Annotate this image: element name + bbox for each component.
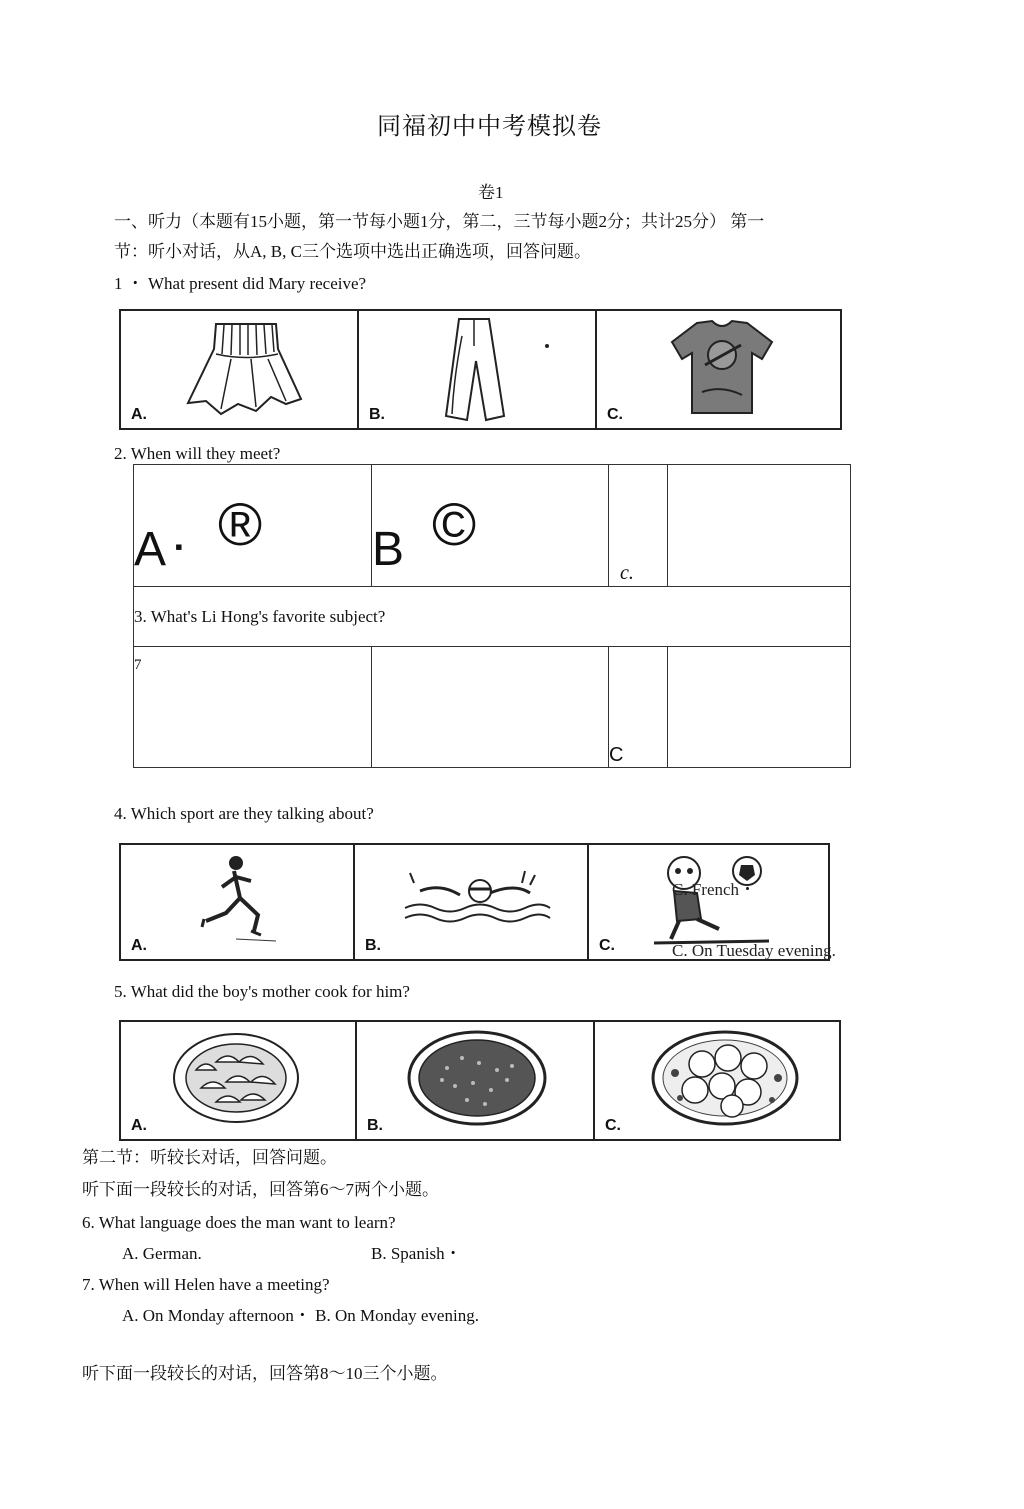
q6-question: 6. What language does the man want to learn?: [82, 1213, 396, 1232]
q5-question: 5. What did the boy's mother cook for him?: [114, 982, 410, 1001]
registered-icon: ®: [218, 491, 263, 558]
page-title: 同福初中中考模拟卷: [377, 114, 602, 140]
q1-label-a: A.: [131, 406, 147, 423]
q5-option-c[interactable]: [595, 1022, 841, 1139]
q2-question: 2. When will they meet?: [114, 444, 281, 463]
running-icon: [196, 853, 286, 948]
q1-option-b[interactable]: [359, 311, 597, 428]
q1-option-a[interactable]: [121, 311, 359, 428]
q6-option-a[interactable]: A. German.: [122, 1244, 202, 1263]
q5-option-b[interactable]: [357, 1022, 595, 1139]
section2-heading: 第二节：听较长对话，回答问题。: [82, 1148, 337, 1167]
buns-icon: [650, 1028, 800, 1128]
q4-overlay-text-2: C. On Tuesday evening.: [672, 941, 836, 960]
q4-label-a: A.: [131, 937, 147, 954]
copyright-icon: ©: [432, 491, 477, 558]
q1-label-c: C.: [607, 406, 623, 423]
trousers-icon: [434, 316, 524, 426]
q6-option-b[interactable]: B. Spanish・: [371, 1244, 462, 1263]
section2-instruction-8-10: 听下面一段较长的对话，回答第8～10三个小题。: [82, 1364, 448, 1383]
q7-options[interactable]: A. On Monday afternoon・ B. On Monday evening.: [122, 1306, 479, 1325]
dumplings-icon: [171, 1030, 301, 1125]
q3-question: 3. What's Li Hong's favorite subject?: [134, 607, 386, 626]
swimming-icon: [400, 863, 550, 933]
q3-option-a-text[interactable]: 7: [134, 657, 142, 673]
q5-image-strip: [119, 1020, 841, 1141]
q5-label-c: C.: [605, 1117, 621, 1134]
q4-label-c: C.: [599, 937, 615, 954]
section1-intro-line1: 一、听力（本题有15小题，第一节每小题1分，第二，三节每小题2分；共计25分） 第一: [114, 212, 765, 231]
q5-label-b: B.: [367, 1117, 383, 1134]
q3-option-c-letter[interactable]: C: [609, 744, 624, 766]
q2-option-b-letter[interactable]: B: [372, 523, 405, 576]
q1-option-c[interactable]: [597, 311, 842, 428]
rice-icon: [407, 1028, 547, 1128]
q4-option-a[interactable]: [121, 845, 355, 959]
soccer-icon: [649, 851, 779, 951]
q5-label-a: A.: [131, 1117, 147, 1134]
q2-option-c-letter[interactable]: c.: [620, 562, 634, 584]
q7-question: 7. When will Helen have a meeting?: [82, 1275, 330, 1294]
q1-question: 1 ・ What present did Mary receive?: [114, 274, 367, 293]
q5-option-a[interactable]: [121, 1022, 357, 1139]
volume-label: 卷1: [478, 183, 504, 202]
tshirt-icon: [667, 317, 777, 417]
q4-option-b[interactable]: [355, 845, 589, 959]
section1-intro-line2: 节：听小对话，从A, B, C三个选项中选出正确选项，回答问题。: [114, 242, 591, 261]
q2-option-a-dot: ▪: [175, 534, 183, 559]
q1-image-strip: [119, 309, 842, 430]
q4-overlay-text-1: C. French・: [672, 880, 757, 899]
q4-question: 4. Which sport are they talking about?: [114, 804, 374, 823]
q4-label-b: B.: [365, 937, 381, 954]
section2-instruction-6-7: 听下面一段较长的对话，回答第6～7两个小题。: [82, 1180, 439, 1199]
skirt-icon: [176, 319, 316, 419]
q1-label-b: B.: [369, 406, 385, 423]
q2-option-a-letter[interactable]: A: [134, 523, 167, 576]
